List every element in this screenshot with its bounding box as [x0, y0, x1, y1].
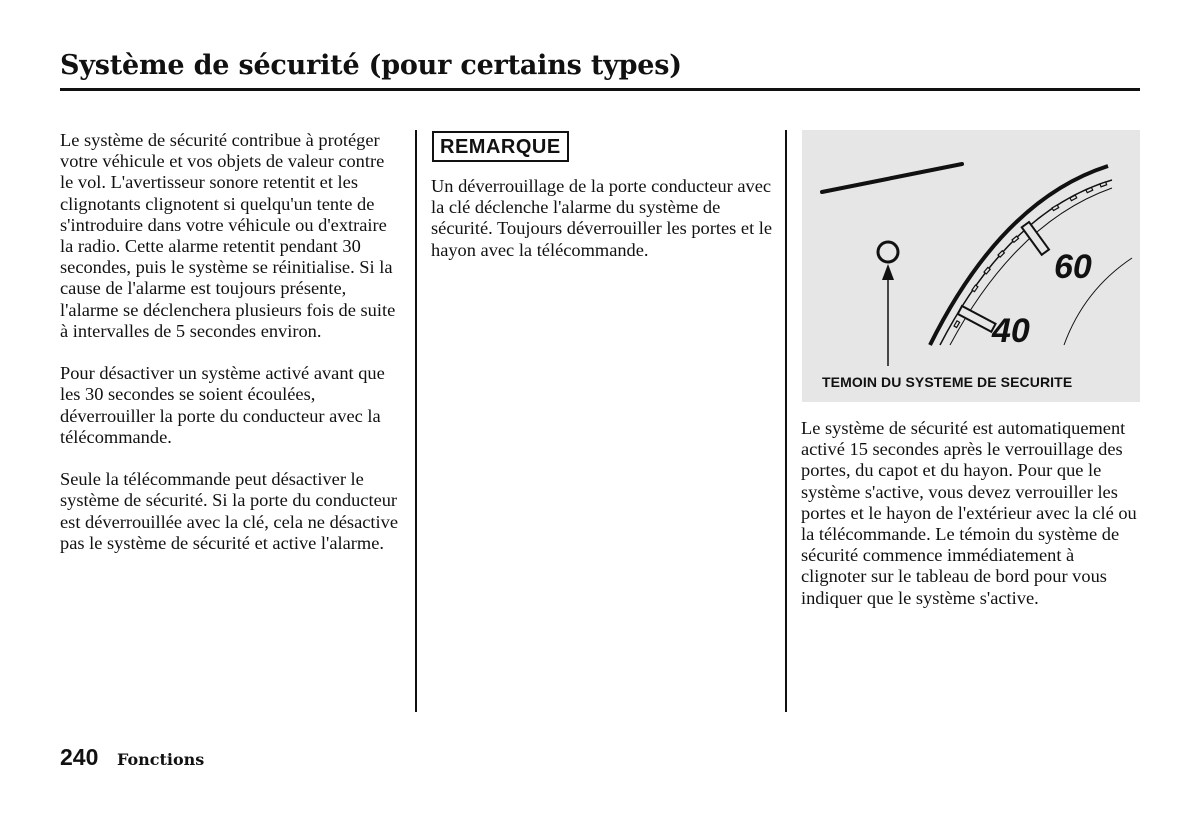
gauge-label-60: 60 [1054, 248, 1092, 286]
note-label: REMARQUE [432, 131, 569, 162]
gauge-major-tick [1022, 222, 1049, 255]
pointer-arrowhead-icon [882, 264, 894, 280]
right-column [801, 418, 1141, 630]
activation-paragraph: Le système de sécurité est automatiquement activé 15 secondes après le verrouillage des portes, du capot et du hayon. Pour que le système s'active, vous devez verrouiller les portes et le hayon de l'extérieur avec la clé ou la télécommande. Le témoin du système de sécurité commence immédiatement à clignoter sur le tableau de bord pour vous indiquer que le système s'active. [801, 418, 1137, 608]
section-name: Fonctions [117, 750, 205, 769]
gauge-label-40: 40 [992, 312, 1030, 350]
page-title: Système de sécurité (pour certains types) [60, 50, 682, 81]
page-number: 240 [60, 744, 99, 770]
security-indicator-lamp-icon [878, 242, 898, 262]
middle-column [431, 176, 781, 282]
column-divider-right [785, 130, 787, 712]
dashboard-edge-line [822, 164, 962, 192]
deactivate-paragraph: Pour désactiver un système activé avant que les 30 secondes se soient écoulées, déverrouiller la porte du conducteur avec la télécommande. [60, 363, 385, 447]
left-column [60, 130, 400, 575]
remote-only-paragraph: Seule la télécommande peut désactiver le système de sécurité. Si la porte du conducteur est déverrouillée avec la clé, cela ne désactive pas le système de sécurité et active l'alarme. [60, 469, 398, 553]
gauge-major-tick [958, 306, 996, 332]
intro-paragraph: Le système de sécurité contribue à protéger votre véhicule et vos objets de valeur contre le vol. L'avertisseur sonore retentit et les clignotants clignotent si quelqu'un tente de s'introduire dans votre véhicule ou d'extraire la radio. Cette alarme retentit pendant 30 secondes, puis le système se réinitialise. Si la cause de l'alarme est toujours présente, l'alarme se déclenchera plusieurs fois de suite à intervalles de 5 secondes environ. [60, 130, 396, 341]
figure-caption: TEMOIN DU SYSTEME DE SECURITE [822, 374, 1073, 390]
security-indicator-figure [802, 130, 1140, 402]
title-divider [60, 88, 1140, 91]
speedometer-illustration [802, 130, 1140, 402]
note-paragraph: Un déverrouillage de la porte conducteur avec la clé déclenche l'alarme du système de sécurité. Toujours déverrouiller les portes et le hayon avec la télécommande. [431, 176, 773, 260]
column-divider-left [415, 130, 417, 712]
